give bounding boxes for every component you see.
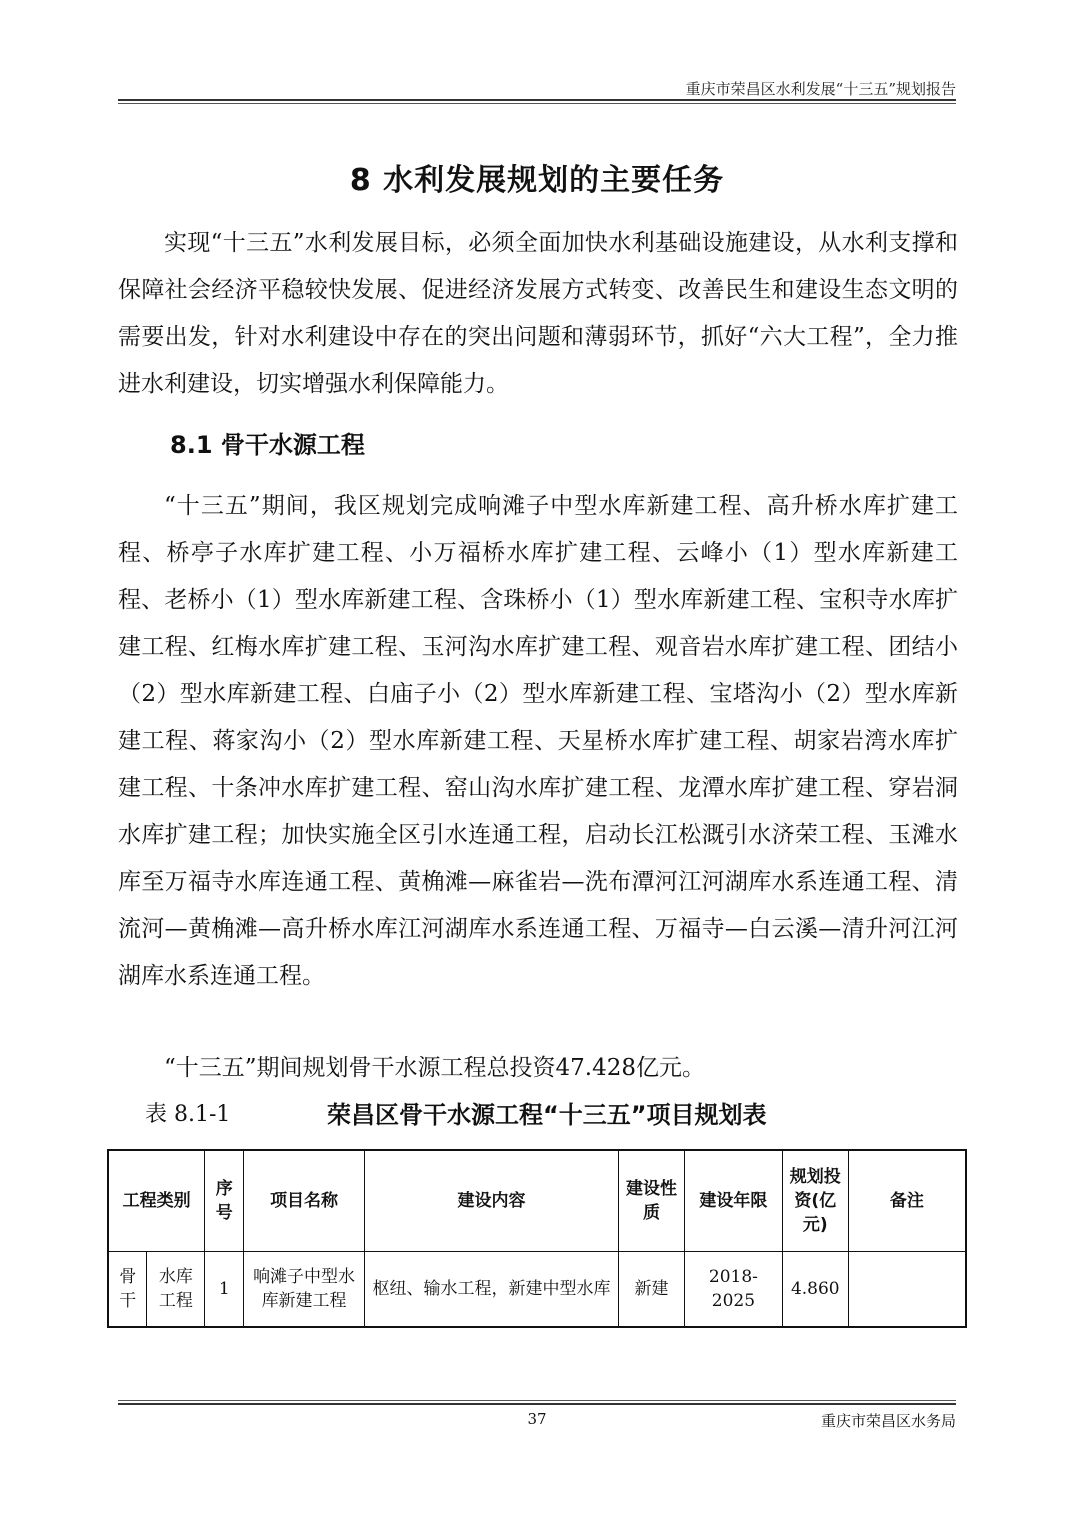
header-investment: 规划投资(亿元) [782,1150,848,1252]
table-caption-number: 表 8.1-1 [145,1102,231,1127]
header-period: 建设年限 [684,1150,782,1252]
cell-period: 2018-2025 [684,1252,782,1328]
table-caption-title: 荣昌区骨干水源工程“十三五”项目规划表 [327,1101,767,1129]
cell-investment: 4.860 [782,1252,848,1328]
header-divider-thin [118,103,956,104]
section-paragraph: “十三五”期间，我区规划完成响滩子中型水库新建工程、高升桥水库扩建工程、桥亭子水库扩建工程、小万福桥水库扩建工程、云峰小（1）型水库新建工程、老桥小（1）型水库新建工程、含珠桥小（1）型水库新建工程、宝积寺水库扩建工程、红梅水库扩建工程、玉河沟水库扩建工程、观音岩水库扩建工程、团结小（2）型水库新建工程、白庙子小（2）型水库新建工程、宝塔沟小（2）型水库新建工程、蒋家沟小（2）型水库新建工程、天星桥水库扩建工程、胡家岩湾水库扩建工程、十条冲水库扩建工程、窑山沟水库扩建工程、龙潭水库扩建工程、穿岩洞水库扩建工程；加快实施全区引水连通工程，启动长江松溉引水济荣工程、玉滩水库至万福寺水库连通工程、黄桷滩—麻雀岩—洗布潭河江河湖库水系连通工程、清流河—黄桷滩—高升桥水库江河湖库水系连通工程、万福寺—白云溪—清升河江河湖库水系连通工程。 [118,493,958,989]
cell-content: 枢纽、输水工程，新建中型水库 [364,1252,618,1328]
header-category: 工程类别 [108,1150,205,1252]
cell-seq: 1 [205,1252,244,1328]
project-plan-table [107,1149,967,1328]
cell-category-main: 骨干 [108,1252,147,1328]
header-divider [118,99,956,101]
cell-name: 响滩子中型水库新建工程 [244,1252,365,1328]
cell-category-sub: 水库工程 [147,1252,205,1328]
table-header-row [108,1150,966,1252]
header-seq: 序号 [205,1150,244,1252]
intro-paragraph: 实现“十三五”水利发展目标，必须全面加快水利基础设施建设，从水利支撑和保障社会经济平稳较快发展、促进经济发展方式转变、改善民生和建设生态文明的需要出发，针对水利建设中存在的突出问题和薄弱环节，抓好“六大工程”，全力推进水利建设，切实增强水利保障能力。 [118,230,958,397]
page-number: 37 [527,1410,547,1428]
table-caption [145,1097,945,1133]
footer-divider-thin [118,1400,956,1401]
investment-summary: “十三五”期间规划骨干水源工程总投资47.428亿元。 [164,1055,705,1081]
cell-nature: 新建 [619,1252,685,1328]
header-name: 项目名称 [244,1150,365,1252]
running-header: 重庆市荣昌区水利发展“十三五”规划报告 [685,80,956,98]
chapter-title: 8 水利发展规划的主要任务 [349,163,725,198]
footer-divider [118,1403,956,1405]
section-heading: 8.1 骨干水源工程 [170,431,365,459]
header-remark: 备注 [848,1150,966,1252]
table-row [108,1252,966,1328]
header-content: 建设内容 [364,1150,618,1252]
cell-remark [848,1252,966,1328]
header-nature: 建设性质 [619,1150,685,1252]
footer-organization: 重庆市荣昌区水务局 [820,1412,956,1430]
